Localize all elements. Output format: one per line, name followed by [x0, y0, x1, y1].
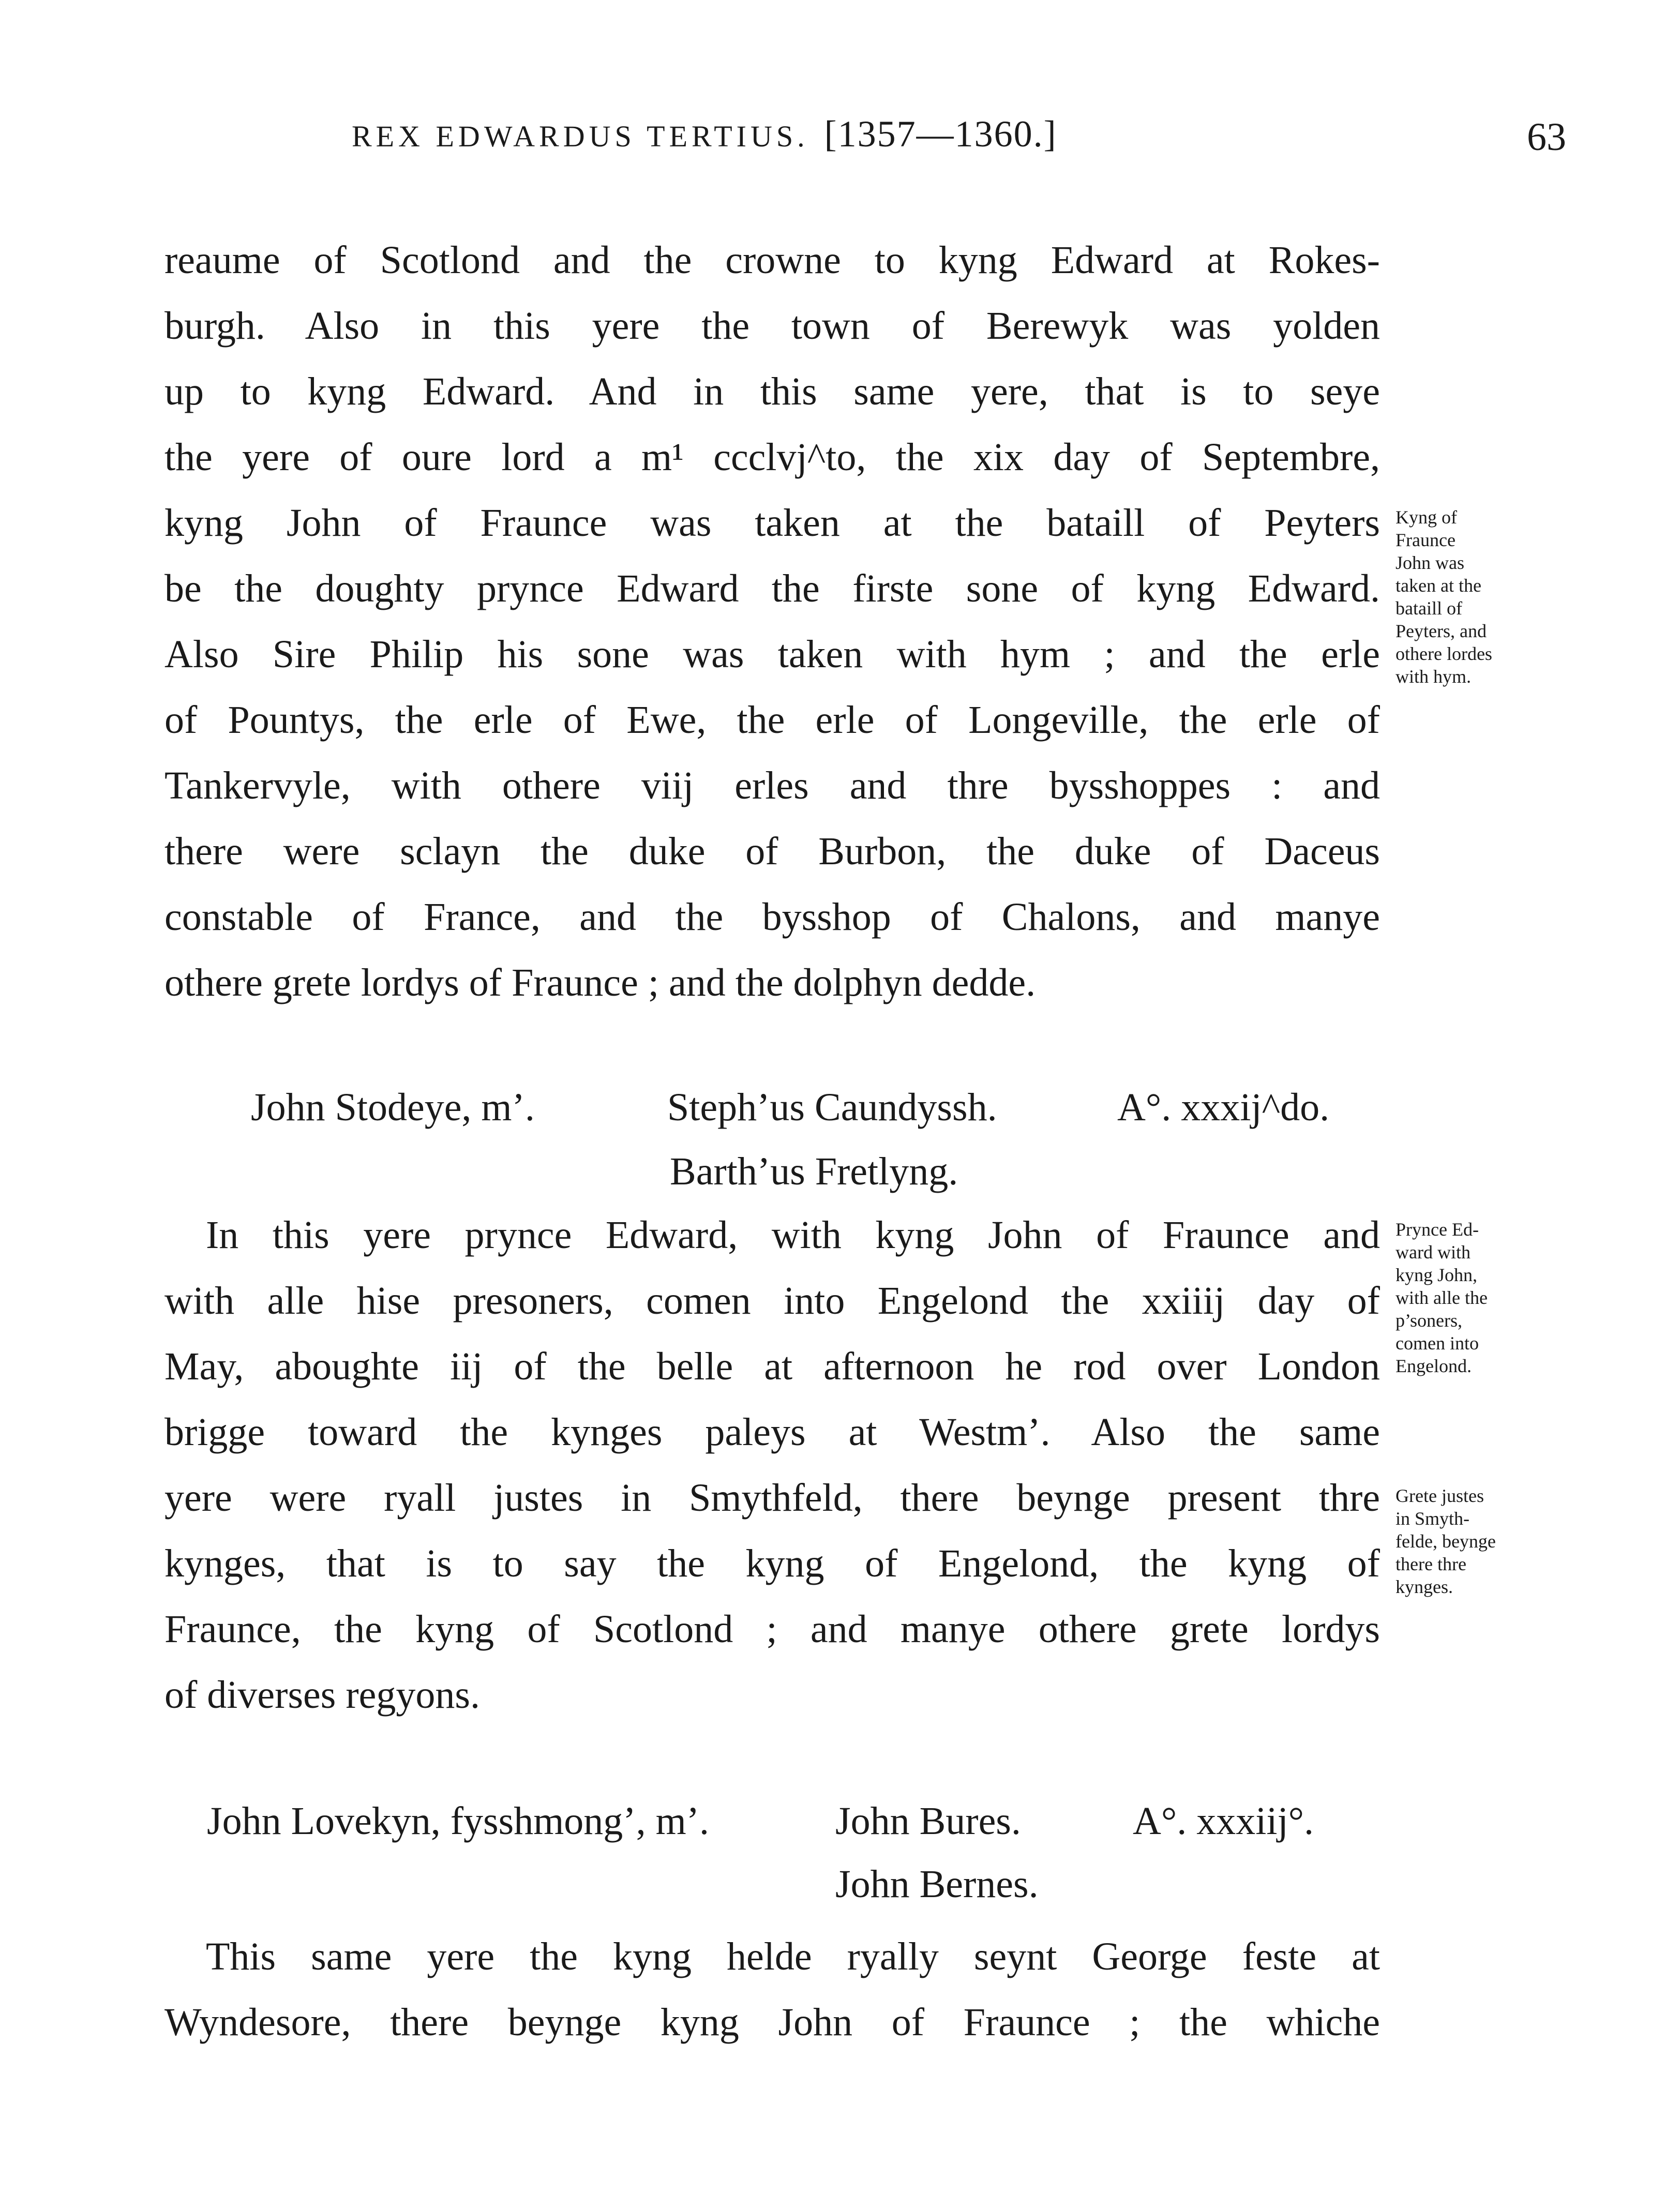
text-line: kynges, that is to say the kyng of Engelond, the kyng of [164, 1542, 1380, 1585]
sidenote-line: there thre [1396, 1554, 1466, 1574]
text-line: reaume of Scotlond and the crowne to kyng Edward at Rokes- [164, 238, 1380, 282]
sheriff-name: Barth’us Fretlyng. [670, 1150, 958, 1193]
regnal-year: A°. xxxij^do. [1117, 1086, 1330, 1129]
sidenote-line: kynges. [1396, 1576, 1453, 1597]
text-line: of diverses regyons. [164, 1673, 480, 1717]
paragraph-1 [164, 228, 1380, 1016]
text-line: up to kyng Edward. And in this same yere, that is to seye [164, 370, 1380, 413]
regnal-year: A°. xxxiij°. [1133, 1799, 1314, 1843]
text-line: May, aboughte iij of the belle at afternoon he rod over London [164, 1345, 1380, 1388]
sidenote-prince-edward [1396, 1218, 1571, 1377]
paragraph-3 [164, 1924, 1380, 2055]
sheriff-name: John Bernes. [835, 1862, 1039, 1906]
text-line: brigge toward the kynges paleys at Westm’. Also the same [164, 1410, 1380, 1454]
page-number: 63 [1527, 115, 1566, 159]
sidenote-line: with alle the [1396, 1287, 1488, 1308]
sidenote-line: Grete justes [1396, 1485, 1484, 1506]
sidenote-king-john-taken [1396, 506, 1571, 688]
sidenote-line: comen into [1396, 1333, 1479, 1354]
text-line: there were sclayn the duke of Burbon, the duke of Daceus [164, 830, 1380, 873]
sidenote-line: felde, beynge [1396, 1531, 1496, 1552]
sidenote-line: taken at the [1396, 575, 1481, 596]
mayor-name: John Lovekyn, fysshmong’, m’. [207, 1799, 710, 1843]
sidenote-line: with hym. [1396, 666, 1472, 687]
sidenote-line: kyng John, [1396, 1265, 1478, 1285]
text-line: constable of France, and the bysshop of Chalons, and manye [164, 895, 1380, 939]
text-line: Tankervyle, with othere viij erles and thre bysshoppes : and [164, 764, 1380, 807]
text-line: Also Sire Philip his sone was taken with hym ; and the erle [164, 633, 1380, 676]
sidenote-line: othere lordes [1396, 643, 1492, 664]
sidenote-line: ward with [1396, 1242, 1471, 1263]
sidenote-line: Fraunce [1396, 530, 1456, 550]
text-line: kyng John of Fraunce was taken at the bataill of Peyters [164, 501, 1380, 545]
paragraph-2 [164, 1203, 1380, 1728]
text-line: the yere of oure lord a m¹ ccclvj^to, the xix day of Septembre, [164, 435, 1380, 479]
sidenote-grete-justes [1396, 1484, 1571, 1598]
text-line: yere were ryall justes in Smythfeld, there beynge present thre [164, 1476, 1380, 1520]
text-line: Wyndesore, there beynge kyng John of Fraunce ; the whiche [164, 2001, 1380, 2044]
sidenote-line: John was [1396, 552, 1464, 573]
running-head [352, 113, 1057, 156]
text-line: This same yere the kyng helde ryally seynt George feste at [206, 1935, 1380, 1978]
sidenote-line: bataill of [1396, 598, 1462, 619]
sidenote-line: Kyng of [1396, 507, 1457, 528]
mayor-name: John Stodeye, m’. [251, 1086, 535, 1129]
text-line: othere grete lordys of Fraunce ; and the dolphyn dedde. [164, 961, 1036, 1004]
text-line: burgh. Also in this yere the town of Berewyk was yolden [164, 304, 1380, 348]
text-line: In this yere prynce Edward, with kyng John of Fraunce and [206, 1213, 1380, 1257]
text-line: of Pountys, the erle of Ewe, the erle of Longeville, the erle of [164, 698, 1380, 742]
sidenote-line: Engelond. [1396, 1356, 1472, 1376]
text-line: be the doughty prynce Edward the firste sone of kyng Edward. [164, 567, 1380, 610]
sheriff-name: John Bures. [835, 1799, 1021, 1843]
running-head-title: REX EDWARDUS TERTIUS. [352, 119, 809, 153]
text-line: Fraunce, the kyng of Scotlond ; and manye othere grete lordys [164, 1607, 1380, 1651]
sheriff-name: Steph’us Caundyssh. [667, 1086, 997, 1129]
sidenote-line: Peyters, and [1396, 621, 1487, 641]
sidenote-line: p’soners, [1396, 1310, 1462, 1331]
sidenote-line: Prynce Ed- [1396, 1219, 1479, 1240]
running-head-years: [1357—1360.] [824, 113, 1057, 155]
sidenote-line: in Smyth- [1396, 1508, 1470, 1529]
text-line: with alle hise presoners, comen into Engelond the xxiiij day of [164, 1279, 1380, 1323]
